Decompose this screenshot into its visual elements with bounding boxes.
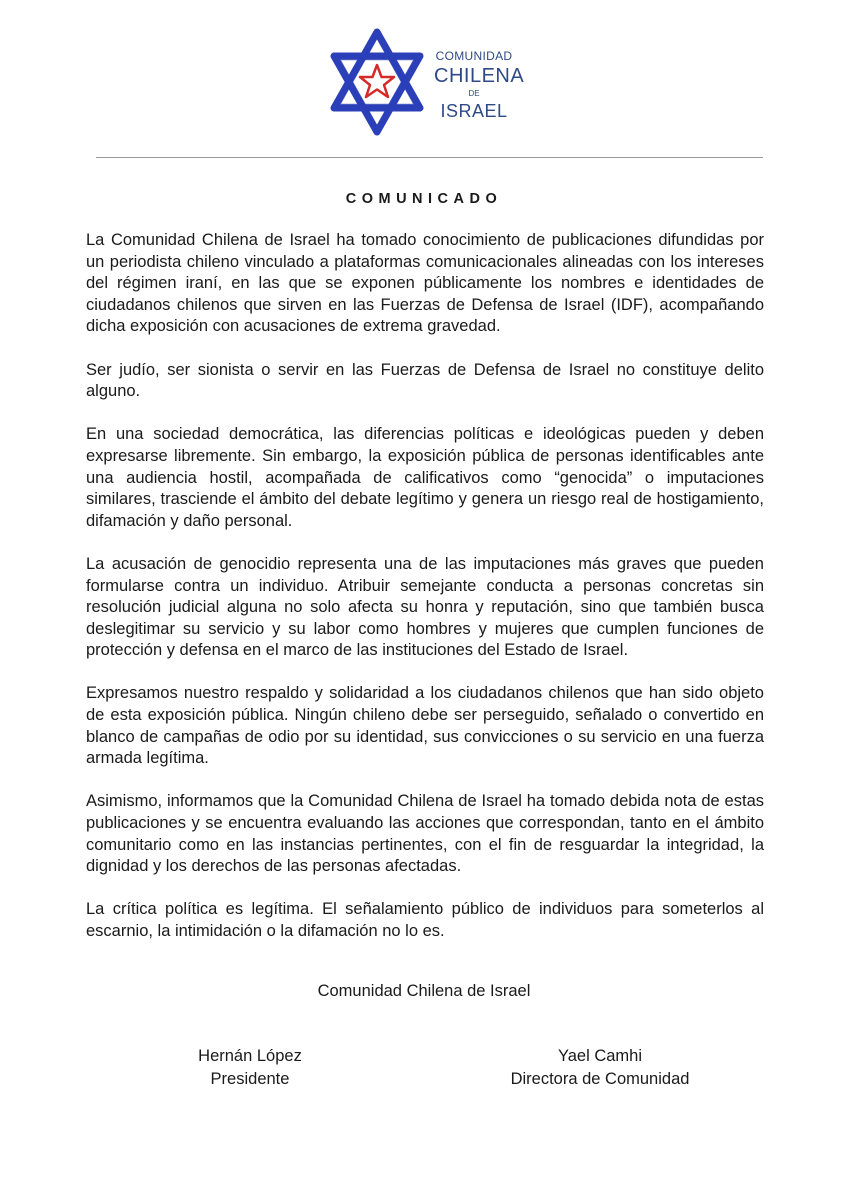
statement-body <box>86 230 764 943</box>
logo-line-de: DE <box>468 89 480 98</box>
header-divider <box>96 157 763 158</box>
paragraph: Asimismo, informamos que la Comunidad Chilena de Israel ha tomado debida nota de estas publicaciones y se encuentra evaluando las acciones que correspondan, tanto en el ámbito comunitario como en las instancias pertinentes, con el fin de resguardar la integridad, la dignidad y los derechos de las personas afectadas. <box>86 792 764 876</box>
paragraph: La crítica política es legítima. El señalamiento público de individuos para someterlos al escarnio, la intimidación o la difamación no lo es. <box>86 900 764 940</box>
signatory-role: Directora de Comunidad <box>510 1069 690 1088</box>
star-of-david-icon <box>322 28 432 136</box>
organization-signature: Comunidad Chilena de Israel <box>317 982 531 1000</box>
signatory-role: Presidente <box>210 1069 290 1088</box>
paragraph: Ser judío, ser sionista o servir en las Fuerzas de Defensa de Israel no constituye delito alguno. <box>86 360 764 401</box>
signatory-name: Hernán López <box>198 1047 302 1065</box>
signatory-name: Yael Camhi <box>557 1047 643 1065</box>
paragraph: Expresamos nuestro respaldo y solidaridad a los ciudadanos chilenos que han sido objeto de esta exposición pública. Ningún chileno debe ser perseguido, señalado o convertido en blanco de campañas de odio por su identidad, sus convicciones o su servicio en una fuerza armada legítima. <box>86 684 764 768</box>
paragraph: En una sociedad democrática, las diferencias políticas e ideológicas pueden y deben expresarse libremente. Sin embargo, la exposición pública de personas identificables ante una audiencia hostil, acompañada de calificativos como “genocida” o imputaciones similares, trasciende el ámbito del debate legítimo y genera un riesgo real de hostigamiento, difamación y daño personal. <box>86 425 764 530</box>
logo-line-comunidad: COMUNIDAD <box>435 49 513 63</box>
community-logo <box>322 28 525 136</box>
signatory-community-director <box>480 1045 720 1090</box>
signatory-president <box>150 1045 350 1090</box>
logo-line-chilena: CHILENA <box>434 65 525 87</box>
paragraph: La acusación de genocidio representa una de las imputaciones más graves que pueden formularse contra un individuo. Atribuir semejante conducta a personas concretas sin resolución judicial alguna no solo afecta su honra y reputación, sino que también busca deslegitimar su servicio y su labor como hombres y mujeres que cumplen funciones de protección y defensa en el marco de las instituciones del Estado de Israel. <box>86 554 764 660</box>
document-heading: COMUNICADO <box>345 191 503 207</box>
logo-wordmark <box>434 49 525 121</box>
logo-line-israel: ISRAEL <box>440 101 508 121</box>
paragraph: La Comunidad Chilena de Israel ha tomado conocimiento de publicaciones difundidas por un periodista chileno vinculado a plataformas comunicacionales alineadas con los intereses del régimen iraní, en las que se exponen públicamente los nombres e identidades de ciudadanos chilenos que sirven en las Fuerzas de Defensa de Israel (IDF), acompañando dicha exposición con acusaciones de extrema gravedad. <box>86 231 764 336</box>
